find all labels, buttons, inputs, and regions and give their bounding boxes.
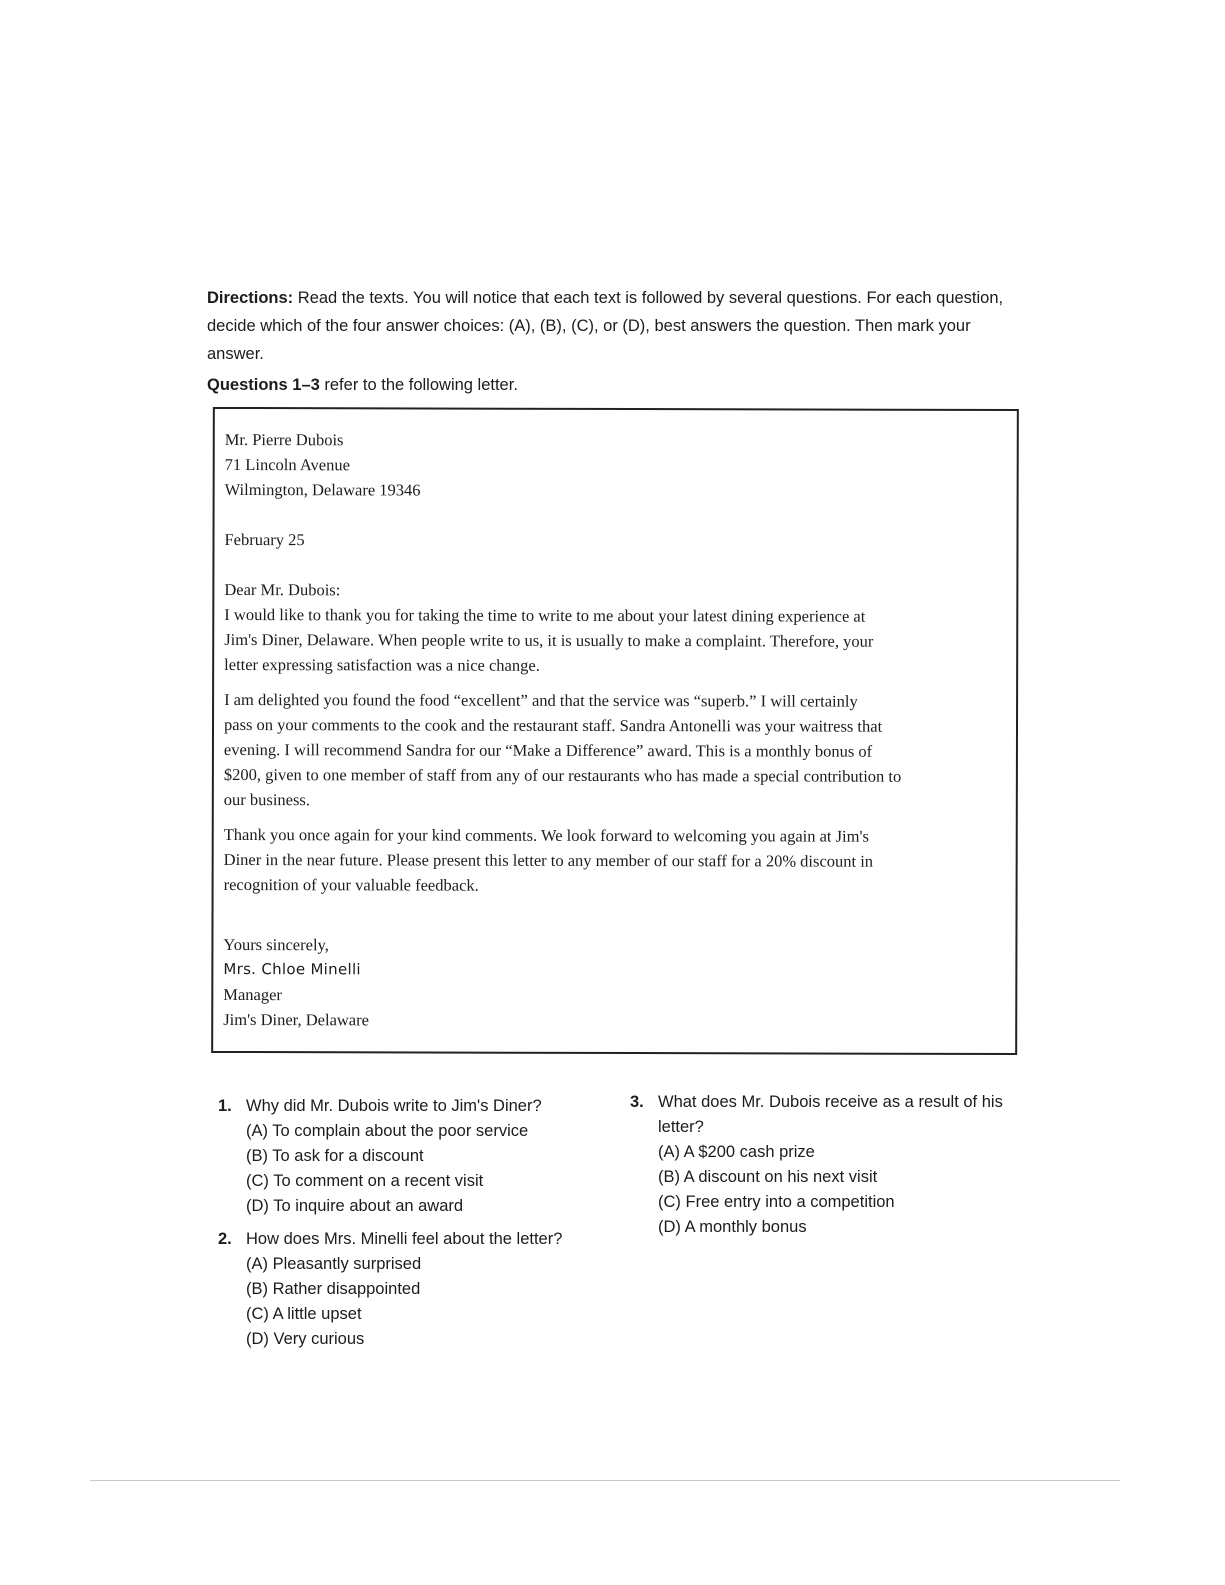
questions-reference — [207, 376, 518, 395]
address-line: Wilmington, Delaware 19346 — [224, 479, 421, 500]
paragraph-line: $200, given to one member of staff from any of our restaurants who has made a special contribution to — [223, 764, 902, 786]
paragraph-line: evening. I will recommend Sandra for our “Make a Difference” award. This is a monthly bonus of — [223, 739, 873, 761]
question-number: 2. — [218, 1230, 232, 1248]
answer-option[interactable]: (A) A $200 cash prize — [658, 1143, 815, 1161]
directions-label: Directions: — [207, 289, 294, 307]
address-line: Mr. Pierre Dubois — [224, 429, 344, 450]
questions-range: Questions 1–3 — [207, 376, 320, 394]
answer-option[interactable]: (B) Rather disappointed — [246, 1280, 421, 1298]
answer-option[interactable]: (D) A monthly bonus — [658, 1218, 807, 1236]
answer-option[interactable]: (C) A little upset — [246, 1305, 362, 1323]
question-text: What does Mr. Dubois receive as a result of his letter? — [658, 1093, 1003, 1136]
questions-right-column — [630, 1090, 1025, 1240]
paragraph-line: Thank you once again for your kind comments. We look forward to welcoming you again at Jim's — [223, 824, 869, 846]
question-number: 3. — [630, 1093, 644, 1111]
signer-title: Manager — [223, 984, 282, 1005]
answer-option[interactable]: (D) To inquire about an award — [246, 1197, 464, 1215]
address-line: 71 Lincoln Avenue — [224, 454, 350, 475]
paragraph-line: I am delighted you found the food “excellent” and that the service was “superb.” I will certainly — [224, 689, 858, 711]
answer-option[interactable]: (A) To complain about the poor service — [246, 1122, 529, 1140]
answer-option[interactable]: (C) Free entry into a competition — [658, 1193, 895, 1211]
questions-reference-text: refer to the following letter. — [319, 376, 518, 394]
salutation: Dear Mr. Dubois: — [224, 579, 341, 600]
footer-divider — [90, 1480, 1120, 1481]
paragraph-line: pass on your comments to the cook and the restaurant staff. Sandra Antonelli was your waitress that — [223, 714, 883, 736]
answer-option[interactable]: (C) To comment on a recent visit — [246, 1172, 484, 1190]
paragraph-line: our business. — [223, 789, 311, 810]
paragraph-2 — [224, 687, 1014, 814]
directions-text: Read the texts. You will notice that each text is followed by several questions. For each question, decide which of the four answer choices: (A), (B), (C), or (D), best answers the question. Then mark your answer. — [207, 289, 1004, 363]
questions-left-column — [218, 1094, 598, 1352]
question-text: How does Mrs. Minelli feel about the letter? — [246, 1230, 563, 1248]
letter-date: February 25 — [224, 529, 305, 550]
paragraph-line: recognition of your valuable feedback. — [223, 874, 479, 895]
answer-option[interactable]: (D) Very curious — [246, 1330, 365, 1348]
question-2 — [218, 1227, 598, 1352]
paragraph-line: Diner in the near future. Please present this letter to any member of our staff for a 20% discount in — [223, 849, 874, 871]
paragraph-line: letter expressing satisfaction was a nice change. — [224, 654, 540, 675]
question-3 — [630, 1090, 1025, 1240]
signature: Mrs. Chloe Minelli — [223, 959, 361, 979]
answer-option[interactable]: (B) A discount on his next visit — [658, 1168, 878, 1186]
letter-box — [211, 407, 1019, 1055]
answer-option[interactable]: (A) Pleasantly surprised — [246, 1255, 422, 1273]
paragraph-line: I would like to thank you for taking the time to write to me about your latest dining experience at — [224, 604, 866, 626]
question-text: Why did Mr. Dubois write to Jim's Diner? — [246, 1097, 542, 1115]
answer-option[interactable]: (B) To ask for a discount — [246, 1147, 424, 1165]
directions — [207, 284, 1007, 368]
paragraph-line: Jim's Diner, Delaware. When people write to us, it is usually to make a complaint. Therefore, your — [224, 629, 874, 651]
question-1 — [218, 1094, 598, 1219]
paragraph-1 — [224, 602, 1014, 679]
paragraph-3 — [224, 822, 1014, 899]
signer-organization: Jim's Diner, Delaware — [223, 1009, 370, 1030]
question-number: 1. — [218, 1097, 232, 1115]
closing: Yours sincerely, — [223, 934, 329, 955]
